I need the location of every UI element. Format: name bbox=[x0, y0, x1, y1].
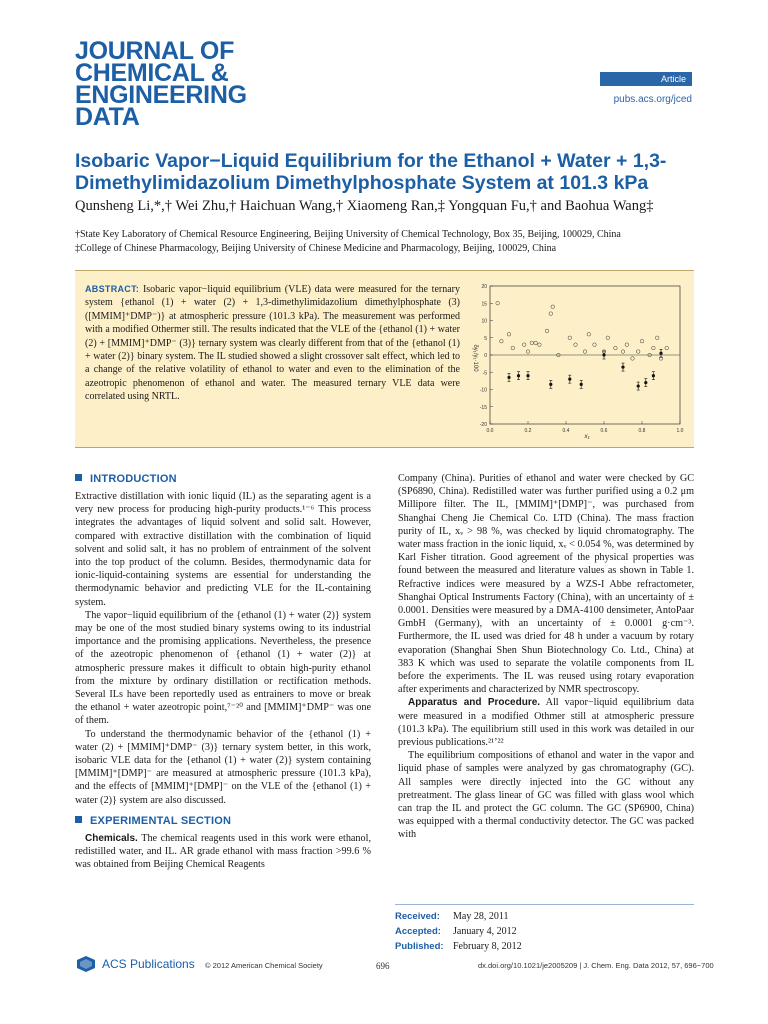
data-point-open bbox=[655, 336, 659, 340]
journal-logo bbox=[75, 37, 247, 131]
doi-citation[interactable]: dx.doi.org/10.1021/je2005209 | J. Chem. Eng. Data 2012, 57, 696−700 bbox=[478, 961, 714, 970]
y-tick-label: 0 bbox=[484, 353, 487, 359]
data-point-filled bbox=[644, 381, 647, 384]
data-point-open bbox=[636, 350, 640, 354]
data-point-open bbox=[549, 312, 553, 316]
data-point-filled bbox=[517, 374, 520, 377]
paragraph: Extractive distillation with ionic liquid (IL) as the separating agent is a very new process for producing high-purity products.¹⁻⁶ This process integrates the advantages of liquid solvent and solid salt. However, compared with extractive distillation with the combination of liquid solvent and solid salt, it has no problem of entrainment of the solvent into the top product of the column. Besides, thermodynamic data for ionic-liquid-containing systems are essential for understanding the thermodynamic behavior and predicting VLE for the IL-containing system. bbox=[75, 491, 371, 608]
data-point-filled bbox=[507, 376, 510, 379]
journal-name-line: JOURNAL OF bbox=[75, 37, 235, 65]
abstract-text bbox=[85, 283, 460, 404]
article-type-badge: Article bbox=[600, 72, 692, 86]
x-tick-label: 0.0 bbox=[486, 428, 494, 434]
y-tick-label: 20 bbox=[481, 284, 487, 290]
publisher-name: ACS Publications bbox=[102, 957, 195, 971]
experimental-heading: EXPERIMENTAL SECTION bbox=[75, 815, 371, 827]
published-date: February 8, 2012 bbox=[453, 941, 522, 952]
journal-name-line: ENGINEERING bbox=[75, 81, 247, 109]
introduction-heading: INTRODUCTION bbox=[75, 473, 371, 485]
data-point-open bbox=[500, 339, 504, 343]
x-tick-label: 0.6 bbox=[600, 428, 608, 434]
data-point-filled bbox=[652, 374, 655, 377]
y-tick-label: 15 bbox=[481, 301, 487, 308]
data-point-open bbox=[606, 336, 610, 340]
y-tick-label: -10 bbox=[479, 387, 487, 394]
data-point-open bbox=[652, 346, 656, 350]
abstract-body: Isobaric vapor−liquid equilibrium (VLE) data were measured for the ternary system {ethanol (1) + water (2) + 1,3-dimethylimidazolium dimethylphosphate (3) ([MMIM]⁺DMP⁻)} at atmospheric pressure (101.3 kPa). The measurement was performed with a modified Othermer still. The results indicated that the VLE of the {ethanol (1) + water (2) + [MMIM]⁺DMP⁻ (3)} ternary system was clearly different from that of the {ethanol (1) + water (2)} binary system. The IL studied showed a slight crossover salt effect, which led to a change of the relative volatility of ethanol to water and even to the elimination of the azeotropic phenomenon of ethanol and water. The measured ternary VLE data were correlated using NRTL. bbox=[85, 284, 460, 403]
right-column bbox=[398, 472, 694, 842]
data-point-open bbox=[511, 346, 515, 350]
data-point-open bbox=[534, 341, 538, 345]
accepted-date: January 4, 2012 bbox=[453, 926, 517, 937]
chemicals-paragraph bbox=[75, 832, 371, 872]
paragraph: The equilibrium compositions of ethanol and water in the vapor and liquid phase of samples were analyzed by gas chromatography (GC). All samples were directly injected into the GC without any pretreatment. The glass linear of GC was filled with glass wool which can trap the IL and protect the GC column. The GC (SP6900, China) was equipped with a thermal conductivity detector. The GC was packed with bbox=[398, 750, 694, 841]
x-tick-label: 0.4 bbox=[562, 428, 570, 434]
chemicals-text: The chemical reagents used in this work were ethanol, redistilled water, and IL. AR grade ethanol with mass fraction >99.6 % was obtained from Beijing Chemical Reagents bbox=[75, 832, 371, 871]
data-point-open bbox=[522, 343, 526, 347]
data-point-open bbox=[621, 350, 625, 354]
chemicals-subheading: Chemicals. bbox=[85, 832, 138, 844]
y-tick-label: -15 bbox=[479, 404, 487, 411]
data-point-open bbox=[538, 343, 542, 347]
paper-title: Isobaric Vapor−Liquid Equilibrium for the Ethanol + Water + 1,3-Dimethylimidazolium Dimethylphosphate System at 101.3 kPa bbox=[75, 150, 667, 194]
y-tick-label: -20 bbox=[479, 422, 487, 428]
left-column bbox=[75, 473, 371, 871]
acs-hexagon-icon bbox=[75, 955, 97, 973]
journal-name-line: DATA bbox=[75, 103, 140, 131]
page-number: 696 bbox=[376, 961, 390, 971]
acs-publications-logo[interactable] bbox=[75, 955, 195, 973]
published-label: Published: bbox=[395, 941, 444, 952]
data-point-filled bbox=[659, 352, 662, 355]
apparatus-text: All vapor−liquid equilibrium data were measured in a modified Othmer still at atmospheric pressure (101.3 kPa). The equilibrium still used in this work was detailed in our previous publications.²¹ʼ²² bbox=[398, 697, 695, 749]
abstract-label: ABSTRACT: bbox=[85, 284, 140, 294]
x-tick-label: 0.8 bbox=[638, 428, 646, 434]
data-point-filled bbox=[568, 378, 571, 381]
data-point-filled bbox=[637, 384, 640, 387]
data-point-open bbox=[530, 341, 534, 345]
data-point-open bbox=[507, 333, 511, 337]
data-point-open bbox=[574, 343, 578, 347]
y-axis-label: δy₁/y₁·100 bbox=[472, 344, 478, 372]
affiliation-2: ‡College of Chinese Pharmacology, Beijing University of Chinese Medicine and Pharmacology, Beijing, 100029, China bbox=[75, 243, 557, 254]
paragraph: Company (China). Purities of ethanol and water were checked by GC (SP6890, China). Redistilled water was further purified using a 0.2 μm Millipore filter. The IL, [MMIM]⁺[DMP]⁻, was purchased from Shanghai Cheng Jie Chemical Co. LTD (China). The mass fraction purity of IL, xᵥ > 98 %, was checked by liquid chromatography. The water mass fraction in the ionic liquid, xᵥ < 0.054 %, was determined by Karl Fisher titration. Good agreement of the physical properties was found between the measured and literature values as shown in Table 1. Refractive indices were measured by a WZS-I Abbe refractometer, Shanghai Optical Instruments Factory (China), with an uncertainty of ± 0.0001. Densities were measured by a DMA-4100 densimeter, AntoPaar GmbH (Germany), with an uncertainty of ± 0.0001 g·cm⁻³. Furthermore, the IL used was dried for 48 h under a vacuum by rotary evaporation (Shanghai Shen Shun Biotechnology Co. Ltd., China) at 383 K which was used to separate the volatile components from IL before the experiments. The IL was reused using rotary evaporation after experiments and characterized by NMR spectroscopy. bbox=[398, 473, 694, 696]
data-point-open bbox=[625, 343, 629, 347]
data-point-open bbox=[587, 333, 591, 337]
data-point-open bbox=[631, 357, 635, 361]
y-tick-label: 10 bbox=[481, 318, 487, 325]
data-point-filled bbox=[602, 353, 605, 356]
x-axis-label: x₁ bbox=[584, 433, 590, 440]
accepted-label: Accepted: bbox=[395, 926, 441, 937]
data-point-filled bbox=[580, 383, 583, 386]
journal-name-line: CHEMICAL & bbox=[75, 59, 229, 87]
data-point-open bbox=[665, 346, 669, 350]
data-point-filled bbox=[621, 365, 624, 368]
copyright-notice: © 2012 American Chemical Society bbox=[205, 961, 323, 970]
received-label: Received: bbox=[395, 911, 440, 922]
data-point-open bbox=[568, 336, 572, 340]
x-tick-label: 1.0 bbox=[676, 428, 684, 434]
x-tick-label: 0.2 bbox=[524, 428, 532, 434]
affiliations bbox=[75, 228, 695, 256]
paragraph: To understand the thermodynamic behavior of the {ethanol (1) + water (2) + [MMIM]⁺DMP⁻ (3)} ternary system better, in this work, isobaric VLE data for the {ethanol (1) + water (2)} system containing [MMIM]⁺[DMP]⁻ are measured at atmospheric pressure (101.3 kPa), and the effects of [MMIM]⁺[DMP]⁻ on the VLE of the {ethanol (1) + water (2)} system are also discussed. bbox=[75, 728, 371, 806]
apparatus-subheading: Apparatus and Procedure. bbox=[408, 697, 541, 709]
data-point-filled bbox=[526, 374, 529, 377]
data-point-open bbox=[545, 329, 549, 333]
data-point-filled bbox=[549, 383, 552, 386]
journal-url-link[interactable]: pubs.acs.org/jced bbox=[613, 94, 692, 105]
y-tick-label: 5 bbox=[484, 335, 487, 342]
introduction-body bbox=[75, 490, 371, 807]
affiliation-1: †State Key Laboratory of Chemical Resource Engineering, Beijing University of Chemical Technology, Box 35, Beijing, 100029, China bbox=[75, 229, 621, 240]
data-point-open bbox=[551, 305, 555, 309]
paragraph: The vapor−liquid equilibrium of the {ethanol (1) + water (2)} system may be one of the most studied binary systems owing to its industrial importance and the promising applications. Nevertheless, the presence of the azeotropic phenomenon of {ethanol (1) + water (2)} at atmospheric pressure makes it difficult to obtain high-purity ethanol from the mixture by ordinary distillation or rectification methods. Several ILs have been reportedly used as entrainers to move or break the ethanol + water azeotropic point,⁷⁻²⁰ and [MMIM]⁺DMP⁻ was one of them. bbox=[75, 609, 371, 727]
data-point-open bbox=[593, 343, 597, 347]
received-date: May 28, 2011 bbox=[453, 911, 509, 922]
abstract-graphic-chart bbox=[462, 280, 694, 440]
author-list: Qunsheng Li,*,† Wei Zhu,† Haichuan Wang,† Xiaomeng Ran,‡ Yongquan Fu,† and Baohua Wang‡ bbox=[75, 198, 654, 214]
data-point-open bbox=[640, 339, 644, 343]
data-point-open bbox=[526, 350, 530, 354]
y-tick-label: -5 bbox=[482, 370, 487, 377]
publication-dates bbox=[395, 904, 694, 954]
data-point-open bbox=[583, 350, 587, 354]
data-point-open bbox=[614, 346, 618, 350]
data-point-open bbox=[496, 301, 500, 305]
